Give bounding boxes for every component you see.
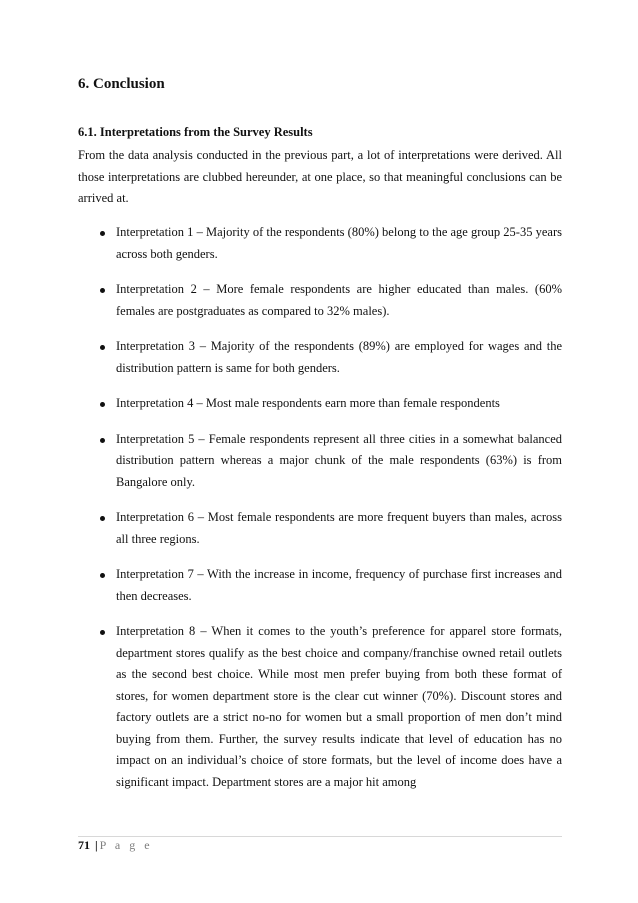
page-label: P a g e (99, 838, 153, 852)
list-item-text: Interpretation 8 – When it comes to the youth’s preference for apparel store formats, department stores qualify as the best choice and company/franchise owned retail outlets as the second best choice. While most men prefer buying from both these format of stores, for women department store is the clear cut winner (70%). Discount stores and factory outlets are a strict no-no for women but a small proportion of men don’t mind buying from them. Further, the survey results indicate that level of education has no impact on an individual’s choice of store formats, but the level of income does have a significant impact. Department stores are a major hit among (116, 624, 562, 789)
intro-paragraph: From the data analysis conducted in the previous part, a lot of interpretations were derived. All those interpretations are clubbed hereunder, at one place, so that meaningful conclusions can be arrived at. (78, 148, 562, 205)
list-item (78, 621, 562, 793)
interpretations-list (78, 222, 562, 807)
bullet-icon (100, 573, 105, 578)
list-item (78, 507, 562, 550)
list-item-text: Interpretation 1 – Majority of the respondents (80%) belong to the age group 25-35 years across both genders. (116, 225, 562, 261)
list-item (78, 393, 562, 415)
page-footer (78, 838, 153, 853)
list-item-text: Interpretation 3 – Majority of the respondents (89%) are employed for wages and the distribution pattern is same for both genders. (116, 339, 562, 375)
list-item-text: Interpretation 6 – Most female respondents are more frequent buyers than males, across all three regions. (116, 510, 562, 546)
bullet-icon (100, 231, 105, 236)
bullet-icon (100, 402, 105, 407)
list-item (78, 222, 562, 265)
subsection-title: 6.1. Interpretations from the Survey Results (78, 125, 313, 139)
bullet-icon (100, 288, 105, 293)
bullet-icon (100, 438, 105, 443)
page-number: 71 (78, 838, 90, 852)
bullet-icon (100, 630, 105, 635)
footer-separator: | (95, 838, 98, 852)
list-item (78, 564, 562, 607)
bullet-icon (100, 345, 105, 350)
list-item-text: Interpretation 7 – With the increase in income, frequency of purchase first increases and then decreases. (116, 567, 562, 603)
list-item-text: Interpretation 5 – Female respondents represent all three cities in a somewhat balanced distribution pattern whereas a major chunk of the male respondents (63%) is from Bangalore only. (116, 431, 562, 489)
list-item (78, 336, 562, 379)
section-title: 6. Conclusion (78, 76, 165, 92)
list-item (78, 279, 562, 322)
footer-divider (78, 836, 562, 837)
bullet-icon (100, 516, 105, 521)
list-item (78, 429, 562, 494)
list-item-text: Interpretation 4 – Most male respondents earn more than female respondents (116, 396, 500, 410)
list-item-text: Interpretation 2 – More female respondents are higher educated than males. (60% females are postgraduates as compared to 32% males). (116, 282, 562, 318)
